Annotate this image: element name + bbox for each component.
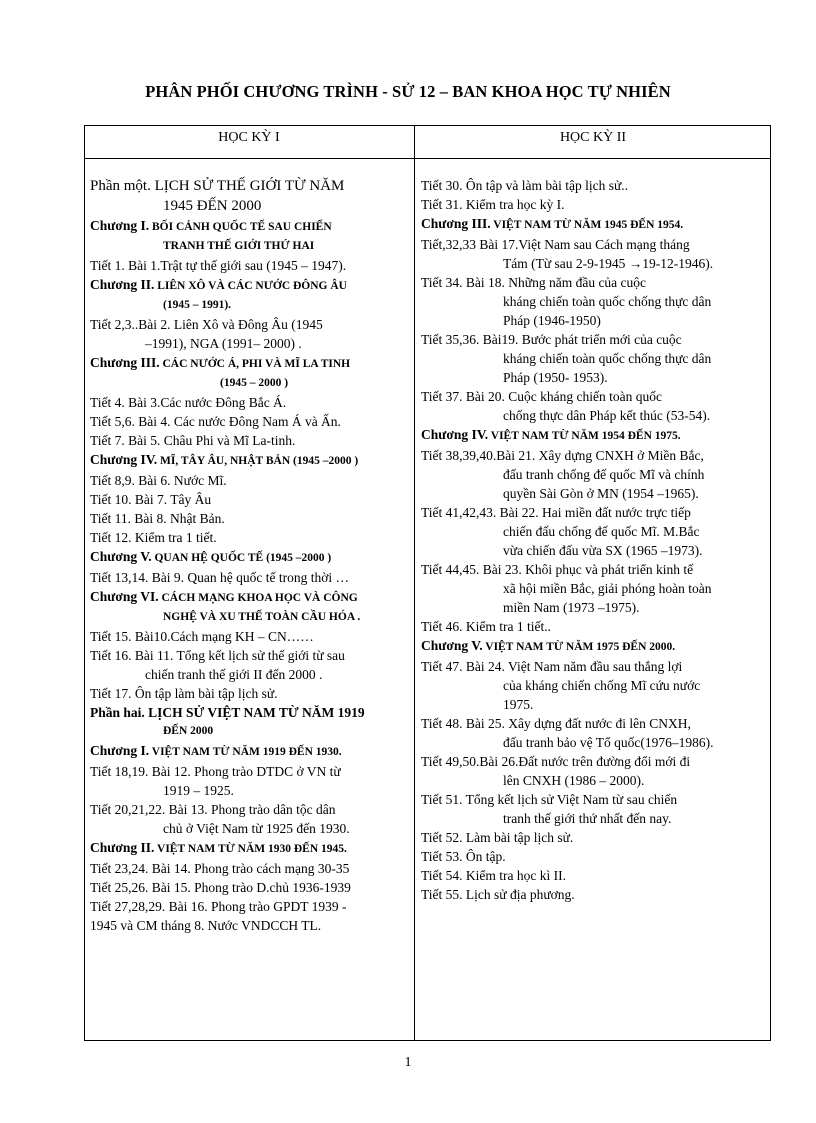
chapter-title: MĨ, TÂY ÂU, NHẬT BẢN (1945 –2000 ) — [157, 455, 359, 467]
column-divider — [414, 125, 415, 1041]
lesson-line: Tiết 27,28,29. Bài 16. Phong trào GPDT 1939 - — [90, 899, 347, 914]
lesson-line: Tiết 23,24. Bài 14. Phong trào cách mạng 30-35 — [90, 861, 350, 876]
lesson-line-cont: 1945 và CM tháng 8. Nước VNDCCH TL. — [90, 918, 322, 933]
chapter-heading — [90, 353, 408, 374]
chapter-title: QUAN HỆ QUỐC TẾ (1945 –2000 ) — [151, 552, 332, 564]
lesson-line: Tiết 54. Kiểm tra học kì II. — [421, 868, 566, 883]
lesson-line: Tiết 49,50.Bài 26.Đất nước trên đường đổi mới đi — [421, 754, 691, 769]
lesson-line-cont: miền Nam (1973 –1975). — [503, 600, 640, 615]
lesson-line: Tiết 1. Bài 1.Trật tự thế giới sau (1945 – 1947). — [90, 258, 347, 273]
lesson-line: Tiết 5,6. Bài 4. Các nước Đông Nam Á và Ấn. — [90, 414, 341, 429]
lesson-line: Tiết 31. Kiểm tra học kỳ I. — [421, 197, 565, 212]
chapter-title-cont: NGHỆ VÀ XU THẾ TOÀN CẦU HÓA . — [163, 611, 361, 623]
chapter-label: Chương III. — [90, 355, 160, 370]
chapter-heading — [421, 425, 765, 446]
chapter-title: VIỆT NAM TỪ NĂM 1919 ĐẾN 1930. — [149, 746, 342, 758]
lesson-line: Tiết 55. Lịch sử địa phương. — [421, 887, 575, 902]
chapter-label: Chương V. — [90, 549, 152, 564]
chapter-heading — [90, 450, 408, 471]
lesson-line: Tiết 41,42,43. Bài 22. Hai miền đất nước trực tiếp — [421, 505, 691, 520]
lesson-line-cont: đấu tranh bảo vệ Tổ quốc(1976–1986). — [503, 735, 714, 750]
chapter-label: Chương II. — [90, 277, 155, 292]
lesson-line: Tiết 48. Bài 25. Xây dựng đất nước đi lên CNXH, — [421, 716, 691, 731]
semester-2-column — [421, 176, 765, 904]
chapter-title-cont: TRANH THẾ GIỚI THỨ HAI — [163, 240, 315, 252]
lesson-line: Tiết 38,39,40.Bài 21. Xây dựng CNXH ở Miền Bắc, — [421, 448, 704, 463]
lesson-line-cont: đấu tranh chống đế quốc Mĩ và chính — [503, 467, 705, 482]
header-divider — [84, 158, 771, 159]
chapter-label: Chương IV. — [421, 427, 489, 442]
part-heading-cont: ĐẾN 2000 — [163, 725, 214, 737]
semester-1-header: HỌC KỲ I — [218, 130, 280, 145]
lesson-line-cont: chủ ở Việt Nam từ 1925 đến 1930. — [163, 821, 350, 836]
chapter-label: Chương II. — [90, 840, 155, 855]
chapter-heading — [90, 216, 408, 237]
lesson-line: Tiết 16. Bài 11. Tổng kết lịch sử thế giới từ sau — [90, 648, 345, 663]
part-heading-cont: 1945 ĐẾN 2000 — [163, 198, 262, 214]
lesson-line-cont: lên CNXH (1986 – 2000). — [503, 773, 645, 788]
lesson-line: Tiết 11. Bài 8. Nhật Bản. — [90, 511, 225, 526]
lesson-line: Tiết 2,3..Bài 2. Liên Xô và Đông Âu (1945 — [90, 317, 323, 332]
lesson-line: Tiết 7. Bài 5. Châu Phi và Mĩ La-tinh. — [90, 433, 296, 448]
chapter-title: VIỆT NAM TỪ NĂM 1930 ĐẾN 1945. — [154, 843, 347, 855]
lesson-line: Tiết 13,14. Bài 9. Quan hệ quốc tế trong thời … — [90, 570, 349, 585]
lesson-line-cont: Tám (Từ sau 2-9-1945 →19-12-1946). — [503, 256, 714, 271]
part-heading: Phần một. LỊCH SỬ THẾ GIỚI TỪ NĂM — [90, 178, 345, 194]
lesson-line: Tiết 20,21,22. Bài 13. Phong trào dân tộc dân — [90, 802, 336, 817]
lesson-line-cont: vừa chiến đấu vừa SX (1965 –1973). — [503, 543, 703, 558]
chapter-label: Chương III. — [421, 216, 491, 231]
lesson-line-cont: Pháp (1946-1950) — [503, 313, 601, 328]
lesson-line: Tiết 53. Ôn tập. — [421, 849, 506, 864]
chapter-heading — [90, 547, 408, 568]
part-heading: Phần hai. LỊCH SỬ VIỆT NAM TỪ NĂM 1919 — [90, 705, 365, 720]
lesson-line-cont: xã hội miền Bắc, giải phóng hoàn toàn — [503, 581, 712, 596]
lesson-line: Tiết 17. Ôn tập làm bài tập lịch sử. — [90, 686, 278, 701]
chapter-title: VIỆT NAM TỪ NĂM 1945 ĐẾN 1954. — [490, 219, 684, 231]
chapter-label: Chương IV. — [90, 452, 158, 467]
chapter-heading — [90, 275, 408, 296]
lesson-line: Tiết 47. Bài 24. Việt Nam năm đầu sau thắng lợi — [421, 659, 683, 674]
lesson-line: Tiết 34. Bài 18. Những năm đầu của cuộc — [421, 275, 647, 290]
lesson-line-cont: 1975. — [503, 697, 534, 712]
lesson-line: Tiết 4. Bài 3.Các nước Đông Bắc Á. — [90, 395, 287, 410]
chapter-label: Chương V. — [421, 638, 483, 653]
lesson-line: Tiết 44,45. Bài 23. Khôi phục và phát triển kinh tế — [421, 562, 694, 577]
lesson-line: Tiết 46. Kiểm tra 1 tiết.. — [421, 619, 551, 634]
lesson-line: Tiết 8,9. Bài 6. Nước Mĩ. — [90, 473, 227, 488]
chapter-label: Chương VI. — [90, 589, 159, 604]
lesson-line: Tiết 51. Tổng kết lịch sử Việt Nam từ sau chiến — [421, 792, 678, 807]
lesson-line: Tiết 10. Bài 7. Tây Âu — [90, 492, 212, 507]
lesson-line-cont: tranh thế giới thứ nhất đến nay. — [503, 811, 672, 826]
lesson-line-cont: 1919 – 1925. — [163, 783, 234, 798]
chapter-title-cont: (1945 – 1991). — [163, 299, 232, 311]
document-title: PHÂN PHỐI CHƯƠNG TRÌNH - SỬ 12 – BAN KHOA HỌC TỰ NHIÊN — [145, 82, 671, 101]
lesson-line: Tiết 18,19. Bài 12. Phong trào DTDC ở VN từ — [90, 764, 341, 779]
lesson-line: Tiết,32,33 Bài 17.Việt Nam sau Cách mạng tháng — [421, 237, 690, 252]
chapter-label: Chương I. — [90, 743, 150, 758]
chapter-title: VIỆT NAM TỪ NĂM 1975 ĐẾN 2000. — [482, 641, 676, 653]
chapter-title: CÁC NƯỚC Á, PHI VÀ MĨ LA TINH — [159, 358, 351, 370]
page-number: 1 — [404, 1055, 412, 1070]
lesson-line: Tiết 35,36. Bài19. Bước phát triển mới của cuộc — [421, 332, 682, 347]
lesson-line-cont: –1991), NGA (1991– 2000) . — [145, 336, 302, 351]
chapter-heading — [421, 214, 765, 235]
chapter-title: CÁCH MẠNG KHOA HỌC VÀ CÔNG — [158, 592, 358, 604]
lesson-line: Tiết 52. Làm bài tập lịch sử. — [421, 830, 574, 845]
lesson-line: Tiết 12. Kiểm tra 1 tiết. — [90, 530, 217, 545]
semester-2-header: HỌC KỲ II — [559, 130, 627, 145]
chapter-title: BỐI CẢNH QUỐC TẾ SAU CHIẾN — [149, 221, 332, 233]
chapter-heading — [90, 838, 408, 859]
lesson-line: Tiết 25,26. Bài 15. Phong trào D.chủ 1936-1939 — [90, 880, 351, 895]
chapter-label: Chương I. — [90, 218, 150, 233]
lesson-line-cont: kháng chiến toàn quốc chống thực dân — [503, 294, 712, 309]
semester-1-column — [90, 176, 408, 935]
lesson-line-cont: của kháng chiến chống Mĩ cứu nước — [503, 678, 701, 693]
lesson-line-cont: Pháp (1950- 1953). — [503, 370, 608, 385]
lesson-line-cont: chiến tranh thế giới II đến 2000 . — [145, 667, 323, 682]
lesson-line-cont: quyền Sài Gòn ở MN (1954 –1965). — [503, 486, 699, 501]
lesson-line: Tiết 37. Bài 20. Cuộc kháng chiến toàn quốc — [421, 389, 662, 404]
chapter-heading — [90, 741, 408, 762]
lesson-line: Tiết 15. Bài10.Cách mạng KH – CN…… — [90, 629, 314, 644]
chapter-title-cont: (1945 – 2000 ) — [220, 377, 289, 389]
lesson-line-cont: chống thực dân Pháp kết thúc (53-54). — [503, 408, 711, 423]
chapter-heading — [421, 636, 765, 657]
lesson-line-cont: kháng chiến toàn quốc chống thực dân — [503, 351, 712, 366]
chapter-title: LIÊN XÔ VÀ CÁC NƯỚC ĐÔNG ÂU — [154, 280, 347, 292]
lesson-line: Tiết 30. Ôn tập và làm bài tập lịch sử.. — [421, 178, 629, 193]
lesson-line-cont: chiến đấu chống đế quốc Mĩ. M.Bắc — [503, 524, 700, 539]
chapter-title: VIỆT NAM TỪ NĂM 1954 ĐẾN 1975. — [488, 430, 681, 442]
chapter-heading — [90, 587, 408, 608]
